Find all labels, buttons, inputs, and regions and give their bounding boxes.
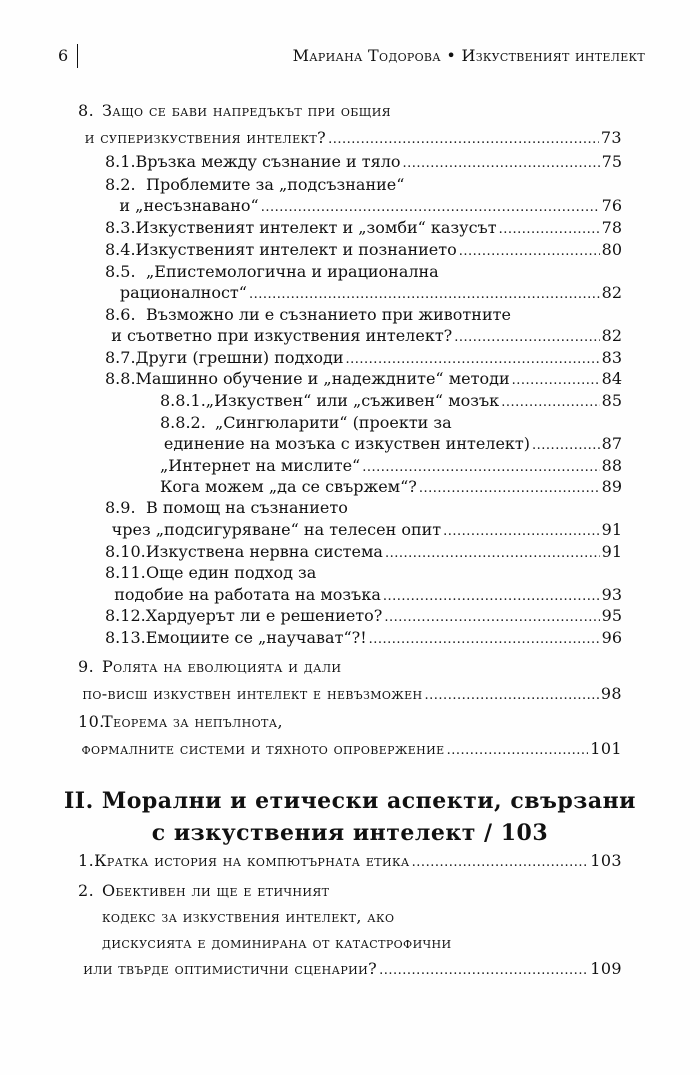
toc-entry-page: 103	[590, 851, 622, 870]
toc-entry	[78, 880, 329, 902]
toc-entry-number: 8.3.	[105, 218, 136, 237]
toc-entry-page: 85	[601, 391, 622, 410]
toc-entry-title: или твърде оптимистични сценарии?	[83, 959, 378, 978]
toc-entry-title: кодекс за изкуствения интелект, ако	[102, 907, 395, 926]
toc-entry	[78, 127, 622, 151]
dot-leader	[454, 325, 599, 349]
toc-entry	[160, 412, 452, 434]
dot-leader	[443, 519, 600, 543]
toc-entry-number: 8.12.	[105, 606, 146, 625]
toc-entry-title: Хардуерът ли е решението?	[145, 606, 383, 625]
toc-entry-title: „Интернет на мислите“	[160, 456, 361, 475]
toc-entry-number: 8.2.	[105, 175, 136, 194]
toc-entry-page: 78	[601, 218, 622, 237]
toc-entry-title: Още един подход за	[146, 563, 317, 582]
toc-entry-page: 82	[601, 326, 622, 345]
dot-leader	[328, 127, 599, 151]
toc-entry-title: Изкуственият интелект и „зомби“ казусът	[135, 218, 497, 237]
toc-entry	[105, 195, 622, 219]
dot-leader	[369, 627, 600, 651]
toc-entry-number: 9.	[78, 657, 95, 676]
toc-entry-title: чрез „подсигуряване“ на телесен опит	[111, 520, 442, 539]
toc-entry	[78, 711, 283, 733]
toc-entry-title: рационалност“	[119, 283, 247, 302]
toc-entry-title: В помощ на съзнанието	[146, 498, 348, 517]
toc-entry	[78, 958, 622, 982]
dot-leader	[403, 151, 600, 175]
page-header	[55, 44, 645, 74]
toc-entry-title: Теорема за непълнота,	[102, 712, 283, 731]
toc-entry-title: Връзка между съзнание и тяло	[135, 152, 401, 171]
toc-entry-page: 109	[590, 959, 622, 978]
toc-entry-title: Емоциите се „научават“?!	[145, 628, 367, 647]
toc-entry-number: 8.8.	[105, 369, 136, 388]
toc-entry-page: 89	[601, 477, 622, 496]
dot-leader	[499, 217, 600, 241]
toc-entry-page: 83	[601, 348, 622, 367]
toc-entry-title: дискусията е доминирана от катастрофични	[102, 933, 452, 952]
dot-leader	[459, 239, 600, 263]
toc-entry	[105, 497, 348, 519]
toc-entry	[78, 656, 341, 678]
toc-entry-title: Ролята на еволюцията и дали	[102, 657, 342, 676]
toc-entry-title: и „несъзнавано“	[119, 196, 259, 215]
dot-leader	[532, 433, 600, 457]
toc-entry-page: 87	[601, 434, 622, 453]
toc-entry-title: Изкуственият интелект и познанието	[135, 240, 457, 259]
toc-entry	[105, 519, 622, 543]
dot-leader	[512, 368, 600, 392]
toc-entry	[105, 261, 439, 283]
dot-leader	[419, 476, 600, 500]
toc-entry-page: 84	[601, 369, 622, 388]
toc-entry-title: Кратка история на компютърната етика	[94, 851, 410, 870]
toc-entry-number: 10.	[78, 712, 105, 731]
header-divider	[77, 44, 78, 68]
toc-entry	[105, 562, 316, 584]
toc-entry-title: Други (грешни) подходи	[135, 348, 344, 367]
toc-entry-title: Обективен ли ще е етичният	[102, 881, 330, 900]
toc-entry-number: 8.9.	[105, 498, 136, 517]
toc-entry-number: 8.8.1.	[160, 391, 206, 410]
toc-entry-page: 76	[601, 196, 622, 215]
toc-entry-page: 80	[601, 240, 622, 259]
toc-entry-page: 91	[601, 542, 622, 561]
toc-entry-title: и суперизкуствения интелект?	[84, 128, 327, 147]
toc-entry	[78, 850, 622, 874]
toc-entry-title: „Изкуствен“ или „съживен“ мозък	[205, 391, 500, 410]
toc-entry-number: 8.7.	[105, 348, 136, 367]
toc-entry	[160, 433, 622, 457]
toc-entry	[160, 390, 622, 414]
toc-entry-number: 1.	[78, 851, 95, 870]
toc-entry-title: подобие на работата на мозъка	[114, 585, 381, 604]
toc-entry-number: 8.6.	[105, 305, 136, 324]
toc-entry-number: 8.13.	[105, 628, 146, 647]
toc-entry-page: 82	[601, 283, 622, 302]
toc-entry-page: 88	[601, 456, 622, 475]
toc-entry	[78, 738, 622, 762]
toc-entry	[105, 282, 622, 306]
toc-entry-title: единение на мозъка с изкуствен интелект)	[163, 434, 531, 453]
toc-entry-title: Кога можем „да се свържем“?	[160, 477, 417, 496]
toc-entry-number: 8.8.2.	[160, 413, 206, 432]
running-title: Мариана Тодорова • Изкуственият интелект	[292, 46, 645, 65]
toc-entry-page: 98	[600, 684, 622, 703]
toc-entry-title: Възможно ли е съзнанието при животните	[146, 305, 511, 324]
toc-entry-number: 8.10.	[105, 542, 146, 561]
dot-leader	[261, 195, 600, 219]
section-title-line-1: II. Морални и етически аспекти, свързани	[64, 788, 636, 814]
toc-entry	[105, 151, 622, 175]
toc-entry-title: и съответно при изкуствения интелект?	[111, 326, 453, 345]
toc-entry	[105, 368, 622, 392]
toc-entry-page: 73	[600, 128, 622, 147]
toc-entry	[105, 325, 622, 349]
toc-entry	[105, 304, 511, 326]
toc-entry	[78, 932, 451, 954]
toc-entry-page: 95	[601, 606, 622, 625]
toc-entry-number: 8.4.	[105, 240, 136, 259]
toc-entry-page: 96	[601, 628, 622, 647]
toc-entry-page: 101	[590, 739, 622, 758]
toc-entry	[78, 906, 394, 928]
toc-entry	[105, 605, 622, 629]
dot-leader	[425, 683, 599, 707]
toc-entry-title: по-висш изкуствен интелект е невъзможен	[82, 684, 423, 703]
section-title-line-2: с изкуствения интелект / 103	[151, 820, 549, 846]
toc-entry-page: 91	[601, 520, 622, 539]
toc-entry-title: Проблемите за „подсъзнание“	[146, 175, 405, 194]
dot-leader	[379, 958, 588, 982]
toc-entry-title: „Сингюларити“ (проекти за	[215, 413, 452, 432]
toc-entry-number: 8.1.	[105, 152, 136, 171]
toc-entry	[78, 683, 622, 707]
toc-entry-number: 8.11.	[105, 563, 146, 582]
toc-entry-number: 8.	[78, 101, 95, 120]
toc-entry-title: Машинно обучение и „надеждните“ методи	[135, 369, 510, 388]
toc-entry	[105, 174, 404, 196]
page-number: 6	[58, 46, 69, 65]
dot-leader	[385, 541, 600, 565]
toc-entry-title: Защо се бави напредъкът при общия	[102, 101, 391, 120]
toc-entry-page: 93	[601, 585, 622, 604]
toc-entry-page: 75	[601, 152, 622, 171]
toc-entry	[105, 627, 622, 651]
toc-entry-title: формалните системи и тяхното опровержение	[81, 739, 445, 758]
toc-entry	[105, 239, 622, 263]
toc-entry-number: 2.	[78, 881, 95, 900]
dot-leader	[384, 605, 599, 629]
toc-entry-title: Изкуствена нервна система	[145, 542, 383, 561]
toc-entry	[78, 100, 391, 122]
toc-entry-number: 8.5.	[105, 262, 136, 281]
dot-leader	[501, 390, 599, 414]
toc-entry-title: „Епистемологична и ирационална	[146, 262, 439, 281]
dot-leader	[249, 282, 600, 306]
dot-leader	[447, 738, 589, 762]
dot-leader	[412, 850, 589, 874]
toc-entry	[105, 217, 622, 241]
